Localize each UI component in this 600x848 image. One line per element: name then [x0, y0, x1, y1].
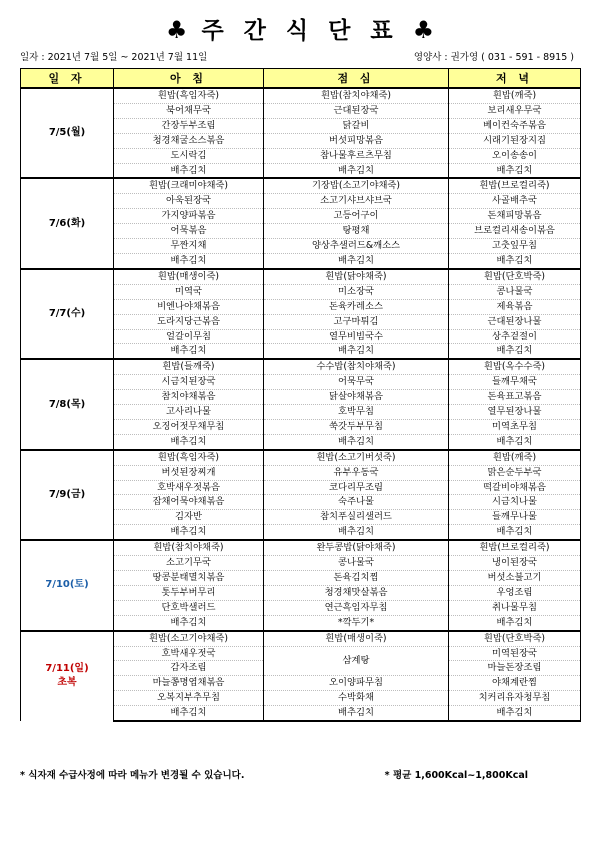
- breakfast-menu-item: 흰밥(매생이죽): [114, 269, 264, 284]
- lunch-menu-item: *깍두기*: [264, 615, 449, 630]
- breakfast-menu-item: 배추김치: [114, 253, 264, 268]
- breakfast-menu-item: 잡채어묵야채볶음: [114, 495, 264, 510]
- page-title: [0, 16, 600, 45]
- date-label: 7/11(일): [45, 663, 89, 675]
- dinner-menu-item: 흰밥(브로컬리죽): [449, 178, 581, 193]
- dinner-menu-item: 시래기된장지짐: [449, 133, 581, 148]
- breakfast-menu-item: 가지양파볶음: [114, 209, 264, 224]
- breakfast-menu-item: 흰밥(크래미야채죽): [114, 178, 264, 193]
- holiday-label: 초복: [57, 677, 77, 689]
- dinner-menu-item: 열무된장나물: [449, 405, 581, 420]
- dinner-menu-item: 버섯소불고기: [449, 571, 581, 586]
- date-label: 7/5(월): [48, 127, 86, 139]
- table-row: [21, 88, 581, 103]
- column-header-date: 일 자: [21, 69, 114, 89]
- breakfast-menu-item: 배추김치: [114, 525, 264, 540]
- dinner-menu-item: 배추김치: [449, 434, 581, 449]
- lunch-menu-item: 흰밥(참치야채죽): [264, 88, 449, 103]
- lunch-menu-item: 고구마튀김: [264, 314, 449, 329]
- club-icon: ♣: [165, 16, 188, 44]
- header-info: [20, 51, 580, 65]
- lunch-menu-item: 청경채맛살볶음: [264, 585, 449, 600]
- period-text: 일자 : 2021년 7월 5일 ~ 2021년 7월 11일: [20, 52, 208, 63]
- lunch-menu-item: 배추김치: [264, 253, 449, 268]
- dinner-menu-item: 떡갈비야채볶음: [449, 480, 581, 495]
- breakfast-menu-item: 흰밥(소고기야채죽): [114, 631, 264, 646]
- table-row: [21, 631, 581, 646]
- dinner-menu-item: 우엉조림: [449, 585, 581, 600]
- lunch-menu-item: 수수밥(참치야채죽): [264, 359, 449, 374]
- menu-table: [20, 68, 581, 722]
- breakfast-menu-item: 북어채무국: [114, 103, 264, 118]
- date-cell: [21, 450, 114, 540]
- lunch-menu-item: 소고기샤브샤브국: [264, 194, 449, 209]
- calorie-notice: * 평균 1,600Kcal~1,800Kcal: [384, 770, 528, 781]
- lunch-menu-item: 연근흑임자무침: [264, 600, 449, 615]
- breakfast-menu-item: 시금치된장국: [114, 375, 264, 390]
- breakfast-menu-item: 도시락김: [114, 148, 264, 163]
- dinner-menu-item: 냉이된장국: [449, 556, 581, 571]
- breakfast-menu-item: 배추김치: [114, 615, 264, 630]
- lunch-menu-item: 흰밥(닭야채죽): [264, 269, 449, 284]
- dinner-menu-item: 야채계란찜: [449, 676, 581, 691]
- date-label: 7/6(화): [48, 217, 86, 229]
- lunch-menu-item: 유부우동국: [264, 465, 449, 480]
- dinner-menu-item: 돈채피망볶음: [449, 209, 581, 224]
- dinner-menu-item: 들깨무나물: [449, 510, 581, 525]
- date-label: 7/10(토): [45, 579, 89, 591]
- breakfast-menu-item: 단호박샐러드: [114, 600, 264, 615]
- lunch-menu-item: 삼계탕: [264, 646, 449, 676]
- lunch-menu-item: 열무비빔국수: [264, 329, 449, 344]
- dinner-menu-item: 마늘돈장조림: [449, 661, 581, 676]
- dinner-menu-item: 취나물무침: [449, 600, 581, 615]
- lunch-menu-item: 배추김치: [264, 434, 449, 449]
- breakfast-menu-item: 청경채굴소스볶음: [114, 133, 264, 148]
- lunch-menu-item: 기장밥(소고기야채죽): [264, 178, 449, 193]
- breakfast-menu-item: 배추김치: [114, 706, 264, 721]
- lunch-menu-item: 닭살야채볶음: [264, 390, 449, 405]
- club-icon: ♣: [412, 16, 435, 44]
- breakfast-menu-item: 도라지당근볶음: [114, 314, 264, 329]
- dinner-menu-item: 돈육표고볶음: [449, 390, 581, 405]
- lunch-menu-item: 숙주나물: [264, 495, 449, 510]
- date-cell: [21, 540, 114, 630]
- table-row: [21, 540, 581, 555]
- breakfast-menu-item: 흰밥(참치야채죽): [114, 540, 264, 555]
- dinner-menu-item: 베이컨숙주볶음: [449, 118, 581, 133]
- breakfast-menu-item: 간장두부조림: [114, 118, 264, 133]
- dinner-menu-item: 배추김치: [449, 253, 581, 268]
- dinner-menu-item: 흰밥(단호박죽): [449, 269, 581, 284]
- breakfast-menu-item: 배추김치: [114, 434, 264, 449]
- table-row: [21, 178, 581, 193]
- lunch-menu-item: 호박무침: [264, 405, 449, 420]
- dinner-menu-item: 치커리유자청무침: [449, 691, 581, 706]
- breakfast-menu-item: 버섯된장찌개: [114, 465, 264, 480]
- breakfast-menu-item: 배추김치: [114, 163, 264, 178]
- title-text: 주 간 식 단 표: [201, 18, 399, 44]
- breakfast-menu-item: 흰밥(흑임자죽): [114, 450, 264, 465]
- dinner-menu-item: 콩나물국: [449, 284, 581, 299]
- dinner-menu-item: 제육볶음: [449, 299, 581, 314]
- breakfast-menu-item: 호박새우젓볶음: [114, 480, 264, 495]
- breakfast-menu-item: 어묵볶음: [114, 224, 264, 239]
- footer-notes: [20, 769, 580, 783]
- dinner-menu-item: 브로컬리새송이볶음: [449, 224, 581, 239]
- dinner-menu-item: 배추김치: [449, 344, 581, 359]
- breakfast-menu-item: 미역국: [114, 284, 264, 299]
- lunch-menu-item: 쑥갓두부무침: [264, 419, 449, 434]
- breakfast-menu-item: 참치야채볶음: [114, 390, 264, 405]
- dinner-menu-item: 배추김치: [449, 525, 581, 540]
- lunch-menu-item: 탕평채: [264, 224, 449, 239]
- dinner-menu-item: 근대된장나물: [449, 314, 581, 329]
- lunch-menu-item: 배추김치: [264, 163, 449, 178]
- lunch-menu-item: 배추김치: [264, 706, 449, 721]
- lunch-menu-item: 어묵무국: [264, 375, 449, 390]
- breakfast-menu-item: 땅콩분태멸치볶음: [114, 571, 264, 586]
- lunch-menu-item: 배추김치: [264, 525, 449, 540]
- breakfast-menu-item: 감자조림: [114, 661, 264, 676]
- header-row: [21, 69, 581, 89]
- dinner-menu-item: 흰밥(깨죽): [449, 88, 581, 103]
- table-row: [21, 359, 581, 374]
- lunch-menu-item: 근대된장국: [264, 103, 449, 118]
- breakfast-menu-item: 소고기무국: [114, 556, 264, 571]
- date-cell: [21, 88, 114, 178]
- breakfast-menu-item: 마늘쫑명엽채볶음: [114, 676, 264, 691]
- lunch-menu-item: 닭갈비: [264, 118, 449, 133]
- lunch-menu-item: 미소장국: [264, 284, 449, 299]
- dinner-menu-item: 흰밥(옥수수죽): [449, 359, 581, 374]
- date-cell: [21, 631, 114, 721]
- dinner-menu-item: 상추겉절이: [449, 329, 581, 344]
- lunch-menu-item: 양상추샐러드&깨소스: [264, 239, 449, 254]
- table-row: [21, 450, 581, 465]
- date-cell: [21, 178, 114, 268]
- dinner-menu-item: 흰밥(단호박죽): [449, 631, 581, 646]
- dinner-menu-item: 배추김치: [449, 615, 581, 630]
- lunch-menu-item: 코다리무조림: [264, 480, 449, 495]
- dinner-menu-item: 오이송송이: [449, 148, 581, 163]
- lunch-menu-item: 콩나물국: [264, 556, 449, 571]
- breakfast-menu-item: 비엔나야채볶음: [114, 299, 264, 314]
- dinner-menu-item: 고춧잎무침: [449, 239, 581, 254]
- lunch-menu-item: 수박화채: [264, 691, 449, 706]
- breakfast-menu-item: 아욱된장국: [114, 194, 264, 209]
- column-header-breakfast: 아 침: [114, 69, 264, 89]
- column-header-lunch: 점 심: [264, 69, 449, 89]
- date-cell: [21, 359, 114, 449]
- lunch-menu-item: 흰밥(소고기버섯죽): [264, 450, 449, 465]
- lunch-menu-item: 흰밥(매생이죽): [264, 631, 449, 646]
- date-label: 7/7(수): [48, 308, 86, 320]
- lunch-menu-item: 참나물후르츠무침: [264, 148, 449, 163]
- breakfast-menu-item: 배추김치: [114, 344, 264, 359]
- breakfast-menu-item: 김자반: [114, 510, 264, 525]
- date-label: 7/9(금): [48, 488, 86, 500]
- dinner-menu-item: 흰밥(깨죽): [449, 450, 581, 465]
- lunch-menu-item: 참치푸실리샐러드: [264, 510, 449, 525]
- dinner-menu-item: 배추김치: [449, 706, 581, 721]
- breakfast-menu-item: 고사리나물: [114, 405, 264, 420]
- lunch-menu-item: 돈육카레소스: [264, 299, 449, 314]
- breakfast-menu-item: 톳두부버무리: [114, 585, 264, 600]
- lunch-menu-item: 돈육김치찜: [264, 571, 449, 586]
- dinner-menu-item: 미역된장국: [449, 646, 581, 661]
- menu-body: [21, 88, 581, 721]
- dinner-menu-item: 배추김치: [449, 163, 581, 178]
- date-label: 7/8(목): [48, 398, 86, 410]
- date-cell: [21, 269, 114, 359]
- lunch-menu-item: 고등어구이: [264, 209, 449, 224]
- breakfast-menu-item: 흰밥(흑임자죽): [114, 88, 264, 103]
- nutritionist-text: 영양사 : 권가영 ( 031 - 591 - 8915 ): [413, 52, 574, 63]
- dinner-menu-item: 흰밥(브로컬리죽): [449, 540, 581, 555]
- dinner-menu-item: 들깨무채국: [449, 375, 581, 390]
- breakfast-menu-item: 얼갈이무침: [114, 329, 264, 344]
- dinner-menu-item: 보리새우무국: [449, 103, 581, 118]
- breakfast-menu-item: 호박새우젓국: [114, 646, 264, 661]
- breakfast-menu-item: 오복지부추무침: [114, 691, 264, 706]
- breakfast-menu-item: 흰밥(들깨죽): [114, 359, 264, 374]
- dinner-menu-item: 시금치나물: [449, 495, 581, 510]
- change-notice: * 식자재 수급사정에 따라 메뉴가 변경될 수 있습니다.: [20, 770, 245, 781]
- lunch-menu-item: 오이양파무침: [264, 676, 449, 691]
- dinner-menu-item: 미역초무침: [449, 419, 581, 434]
- column-header-dinner: 저 녁: [449, 69, 581, 89]
- breakfast-menu-item: 오징어젓무채무침: [114, 419, 264, 434]
- lunch-menu-item: 버섯피망볶음: [264, 133, 449, 148]
- lunch-menu-item: 배추김치: [264, 344, 449, 359]
- dinner-menu-item: 사골배추국: [449, 194, 581, 209]
- dinner-menu-item: 맑은순두부국: [449, 465, 581, 480]
- table-row: [21, 269, 581, 284]
- lunch-menu-item: 완두콩밥(닭야채죽): [264, 540, 449, 555]
- breakfast-menu-item: 무짠지채: [114, 239, 264, 254]
